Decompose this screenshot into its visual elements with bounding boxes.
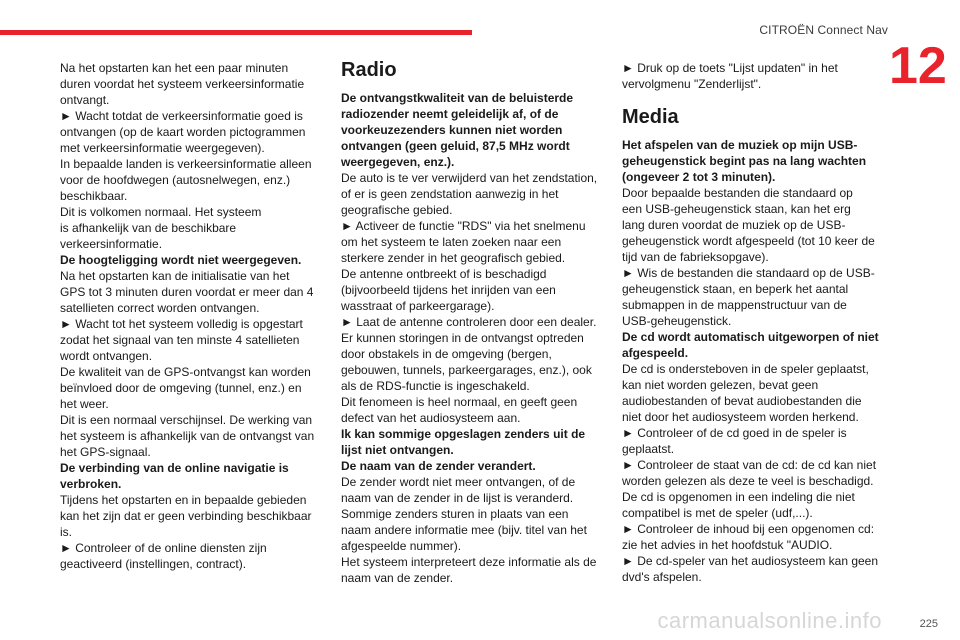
text-line: De verbinding van de online navigatie is [60, 461, 289, 475]
text-line: ► De cd-speler van het audiosysteem kan geen [622, 554, 879, 568]
text-line: Dit is een normaal verschijnsel. De werking van [60, 413, 313, 427]
text-line: geheugenstick wordt afgespeeld (tot 10 keer de [622, 234, 875, 248]
header-title: CITROËN Connect Nav [759, 23, 888, 37]
text-line: dvd's afspelen. [622, 570, 702, 584]
text-line: zodat het signaal van ten minste 4 satellieten [60, 333, 300, 347]
text-line: wordt ontvangen. [60, 349, 153, 363]
column-left-body [60, 60, 322, 572]
text-line: wasstraat of parkeergarage). [341, 299, 495, 313]
text-line: De naam van de zender verandert. [341, 459, 536, 473]
text-line: Dit is volkomen normaal. Het systeem [60, 205, 262, 219]
text-line: ontvangen (geen geluid, 87,5 MHz wordt [341, 139, 570, 153]
column-right-body [622, 137, 887, 585]
text-line: radiozender neemt geleidelijk af, of de [341, 107, 559, 121]
text-line: ► Activeer de functie "RDS" via het snelmenu [341, 219, 586, 233]
text-line: tijd van de fabrieksopgave). [622, 250, 769, 264]
text-line: geactiveerd (instellingen, contract). [60, 557, 247, 571]
text-line: audiobestanden of bevat audiobestanden die [622, 394, 862, 408]
text-line: ► Wacht totdat de verkeersinformatie goed is [60, 109, 303, 123]
text-line: Ik kan sommige opgeslagen zenders uit de [341, 427, 586, 441]
text-line: In bepaalde landen is verkeersinformatie alleen [60, 157, 312, 171]
text-line: verkeersinformatie. [60, 237, 163, 251]
text-line: De zender wordt niet meer ontvangen, of de [341, 475, 576, 489]
text-line: een USB-geheugenstick staan, kan het erg [622, 202, 851, 216]
text-line: GPS tot 3 minuten duren voordat er meer dan 4 [60, 285, 314, 299]
text-line: Dit fenomeen is heel normaal, en geeft geen [341, 395, 578, 409]
text-line: ► Wacht tot het systeem volledig is opgestart [60, 317, 303, 331]
text-line: niet door het audiosysteem worden herkend. [622, 410, 859, 424]
text-line: lijst niet ontvangen. [341, 443, 454, 457]
text-line: De auto is te ver verwijderd van het zendstation, [341, 171, 598, 185]
text-line: geheugenstick begint pas na lang wachten [622, 154, 867, 168]
text-line: als de RDS-functie is ingeschakeld. [341, 379, 530, 393]
text-line: vervolgmenu "Zenderlijst". [622, 77, 762, 91]
column-middle-body [341, 90, 603, 586]
text-line: Na het opstarten kan het een paar minuten [60, 61, 289, 75]
text-line: Na het opstarten kan de initialisatie van het [60, 269, 290, 283]
text-line: duren voordat het systeem verkeersinformatie [60, 77, 305, 91]
text-line: De antenne ontbreekt of is beschadigd [341, 267, 547, 281]
text-line: voorkeuzezenders kunnen niet worden [341, 123, 563, 137]
text-line: ► Laat de antenne controleren door een dealer. [341, 315, 597, 329]
text-line: Het systeem interpreteert deze informatie als de [341, 555, 597, 569]
text-line: submappen in de mappenstructuur van de [622, 298, 847, 312]
text-line: gebouwen, tunnels, parkeergarages, enz.), ook [341, 363, 592, 377]
text-line: (bijvoorbeeld tijdens het inrijden van een [341, 283, 556, 297]
text-line: het GPS-signaal. [60, 445, 151, 459]
text-line: compatibel is met de speler (udf,...). [622, 506, 813, 520]
text-line: naam andere informatie mee (bijv. titel van het [341, 523, 587, 537]
text-line: Tijdens het opstarten en in bepaalde gebieden [60, 493, 307, 507]
section-heading-media: Media [622, 106, 679, 128]
text-line: ► Controleer of de online diensten zijn [60, 541, 267, 555]
text-line: De cd is ondersteboven in de speler geplaatst, [622, 362, 869, 376]
text-line: afgespeelde nummer). [341, 539, 462, 553]
text-line: kan niet worden gelezen, bevat geen [622, 378, 819, 392]
text-line: (ongeveer 2 tot 3 minuten). [622, 170, 776, 184]
text-line: ontvangen (op de kaart worden pictogrammen [60, 125, 306, 139]
text-line: ► Controleer de inhoud bij een opgenomen cd: [622, 522, 875, 536]
text-line: Door bepaalde bestanden die standaard op [622, 186, 853, 200]
text-line: defect van het audiosysteem aan. [341, 411, 521, 425]
text-line: De hoogteligging wordt niet weergegeven. [60, 253, 302, 267]
text-line: het weer. [60, 397, 109, 411]
text-line: om het systeem te laten zoeken naar een [341, 235, 562, 249]
text-line: weergegeven, enz.). [341, 155, 455, 169]
text-line: Sommige zenders sturen in plaats van een [341, 507, 569, 521]
text-line: De cd wordt automatisch uitgeworpen of niet [622, 330, 879, 344]
text-line: sterkere zender in het geografisch gebied. [341, 251, 566, 265]
text-line: De kwaliteit van de GPS-ontvangst kan worden [60, 365, 311, 379]
text-line: ontvangt. [60, 93, 110, 107]
text-line: USB-geheugenstick. [622, 314, 732, 328]
text-line: is. [60, 525, 72, 539]
text-line: zie het advies in het hoofdstuk "AUDIO. [622, 538, 833, 552]
column-right [622, 60, 887, 585]
section-heading-radio: Radio [341, 59, 397, 81]
text-line: verbroken. [60, 477, 122, 491]
text-line: Er kunnen storingen in de ontvangst optreden [341, 331, 584, 345]
chapter-number: 12 [889, 37, 947, 95]
header-accent-bar [0, 30, 472, 35]
text-line: ► Druk op de toets "Lijst updaten" in het [622, 61, 838, 75]
text-line: geplaatst. [622, 442, 675, 456]
text-line: met verkeersinformatie weergegeven). [60, 141, 265, 155]
text-line: is afhankelijk van de beschikbare [60, 221, 237, 235]
text-line: De cd is opgenomen in een indeling die niet [622, 490, 855, 504]
text-line: beïnvloed door de omgeving (tunnel, enz.) en [60, 381, 302, 395]
text-line: ► Controleer de staat van de cd: de cd kan niet [622, 458, 877, 472]
text-line: voor de hoofdwegen (autosnelwegen, enz.) [60, 173, 291, 187]
text-line: De ontvangstkwaliteit van de beluisterde [341, 91, 574, 105]
text-line: beschikbaar. [60, 189, 128, 203]
text-line: satellieten correct worden ontvangen. [60, 301, 260, 315]
text-line: afgespeeld. [622, 346, 689, 360]
column-right-top [622, 60, 887, 92]
text-line: kan het zijn dat er geen verbinding beschikbaar [60, 509, 312, 523]
page-number: 225 [919, 618, 938, 630]
text-line: geheugenstick staan, en beperk het aantal [622, 282, 849, 296]
column-middle [341, 58, 603, 586]
text-line: lang duren voordat de muziek op de USB- [622, 218, 846, 232]
text-line: naam van de zender in de lijst is veranderd. [341, 491, 574, 505]
text-line: naam van de zender. [341, 571, 454, 585]
column-left [60, 60, 322, 572]
text-line: geografische gebied. [341, 203, 453, 217]
text-line: worden gelezen als deze te veel is beschadigd. [622, 474, 874, 488]
text-line: het systeem is afhankelijk van de ontvangst van [60, 429, 315, 443]
text-line: Het afspelen van de muziek op mijn USB- [622, 138, 858, 152]
text-line: ► Controleer of de cd goed in de speler is [622, 426, 847, 440]
watermark: carmanualsonline.info [657, 608, 882, 633]
text-line: of er is geen zendstation aanwezig in het [341, 187, 559, 201]
text-line: ► Wis de bestanden die standaard op de USB- [622, 266, 875, 280]
text-line: door obstakels in de omgeving (bergen, [341, 347, 552, 361]
